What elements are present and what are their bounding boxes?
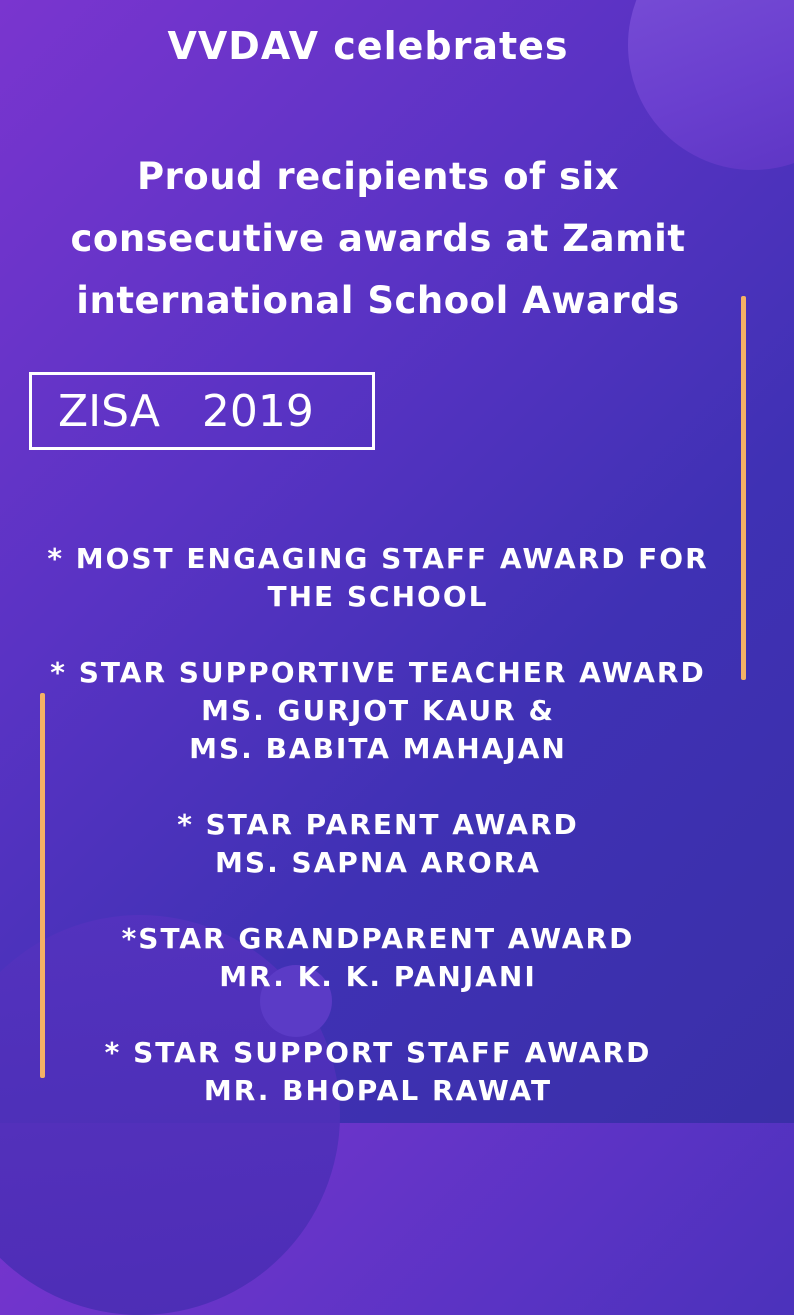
award-line: MS. GURJOT KAUR &: [201, 694, 555, 727]
award-line: MR. BHOPAL RAWAT: [203, 1074, 553, 1107]
award-line: *STAR GRANDPARENT AWARD: [121, 922, 635, 955]
poster-subtitle: [20, 146, 736, 332]
award-line: THE SCHOOL: [267, 580, 489, 613]
awards-list: [20, 540, 736, 1148]
award-item: [20, 540, 736, 616]
zisa-badge: ZISA 2019: [29, 372, 375, 450]
subtitle-line: consecutive awards at Zamit: [70, 217, 686, 260]
award-line: * STAR PARENT AWARD: [177, 808, 579, 841]
poster-title: VVDAV celebrates: [167, 24, 569, 68]
award-line: * STAR SUPPORTIVE TEACHER AWARD: [50, 656, 706, 689]
award-line: MS. BABITA MAHAJAN: [189, 732, 567, 765]
award-line: * STAR SUPPORT STAFF AWARD: [104, 1036, 652, 1069]
award-item: [20, 806, 736, 882]
award-item: [20, 920, 736, 996]
award-line: MR. K. K. PANJANI: [219, 960, 537, 993]
subtitle-line: international School Awards: [76, 279, 680, 322]
award-item: [20, 654, 736, 768]
subtitle-line: Proud recipients of six: [136, 155, 620, 198]
award-item: [20, 1034, 736, 1110]
award-line: * MOST ENGAGING STAFF AWARD FOR: [47, 542, 709, 575]
accent-line-right: [741, 296, 746, 680]
award-line: MS. SAPNA ARORA: [215, 846, 541, 879]
